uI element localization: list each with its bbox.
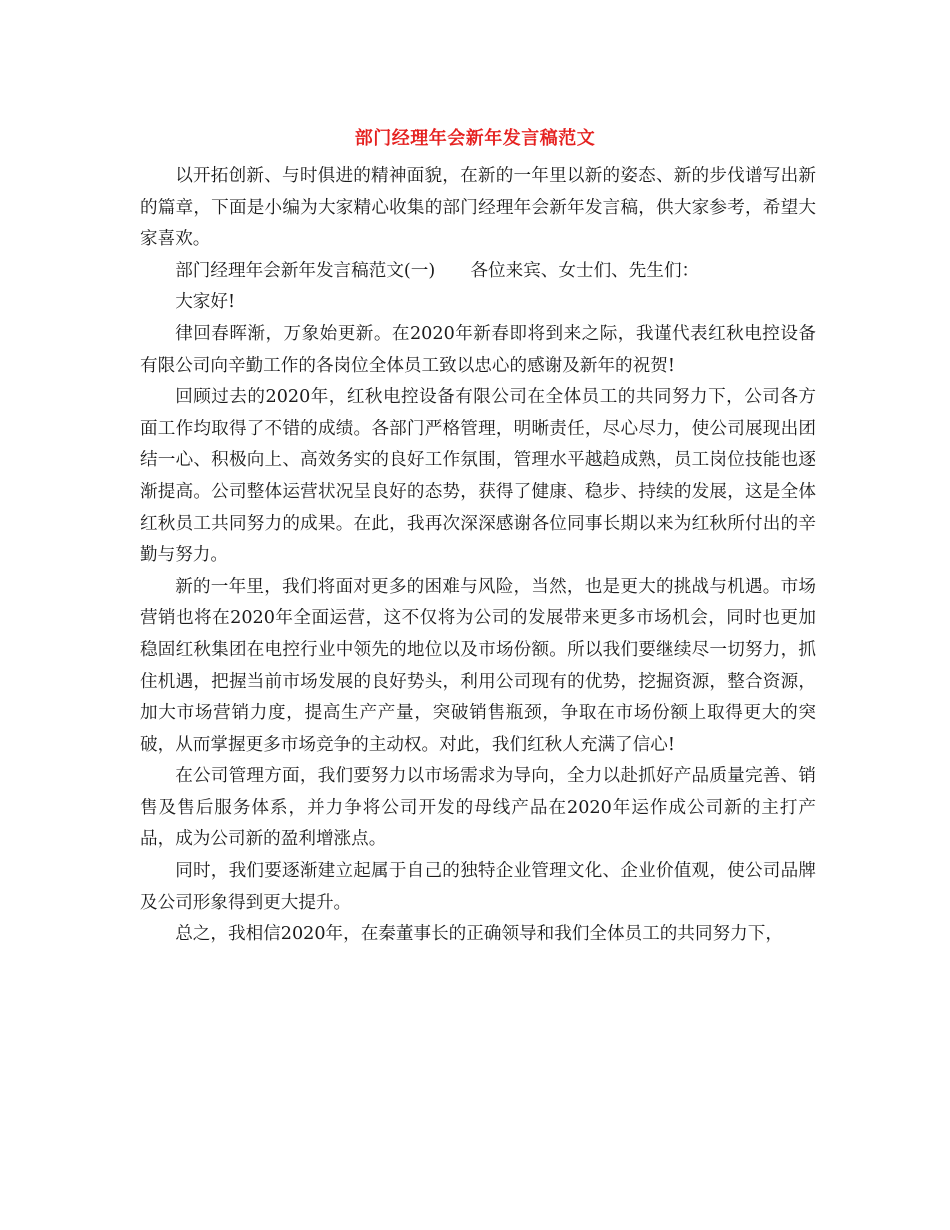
paragraph-section-heading: 部门经理年会新年发言稿范文(一) 各位来宾、女士们、先生们： bbox=[175, 260, 700, 281]
document-title: 部门经理年会新年发言稿范文 bbox=[354, 128, 596, 149]
paragraph-conclusion: 总之，我相信2020年，在秦董事长的正确领导和我们全体员工的共同努力下， bbox=[175, 924, 783, 945]
document-body bbox=[140, 161, 816, 951]
paragraph-intro: 以开拓创新、与时俱进的精神面貌，在新的一年里以新的姿态、新的步伐谱写出新的篇章，下面是小编为大家精心收集的部门经理年会新年发言稿，供大家参考，希望大家喜欢。 bbox=[140, 166, 816, 250]
paragraph-new-year: 律回春晖渐，万象始更新。在2020年新春即将到来之际，我谨代表红秋电控设备有限公司向辛勤工作的各岗位全体员工致以忠心的感谢及新年的祝贺! bbox=[140, 323, 816, 376]
paragraph-review: 回顾过去的2020年，红秋电控设备有限公司在全体员工的共同努力下，公司各方面工作均取得了不错的成绩。各部门严格管理，明晰责任，尽心尽力，使公司展现出团结一心、积极向上、高效务实的良好工作氛围，管理水平越趋成熟，员工岗位技能也逐渐提高。公司整体运营状况呈良好的态势，获得了健康、稳步、持续的发展，这是全体红秋员工共同努力的成果。在此，我再次深深感谢各位同事长期以来为红秋所付出的辛勤与努力。 bbox=[140, 387, 816, 566]
paragraph-outlook: 新的一年里，我们将面对更多的困难与风险，当然，也是更大的挑战与机遇。市场营销也将在2020年全面运营，这不仅将为公司的发展带来更多市场机会，同时也更加稳固红秋集团在电控行业中领先的地位以及市场份额。所以我们要继续尽一切努力，抓住机遇，把握当前市场发展的良好势头，利用公司现有的优势，挖掘资源，整合资源，加大市场营销力度，提高生产产量，突破销售瓶颈，争取在市场份额上取得更大的突破，从而掌握更多市场竞争的主动权。对此，我们红秋人充满了信心! bbox=[140, 576, 816, 755]
paragraph-culture: 同时，我们要逐渐建立起属于自己的独特企业管理文化、企业价值观，使公司品牌及公司形象得到更大提升。 bbox=[140, 861, 816, 913]
paragraph-management: 在公司管理方面，我们要努力以市场需求为导向，全力以赴抓好产品质量完善、销售及售后服务体系，并力争将公司开发的母线产品在2020年运作成公司新的主打产品，成为公司新的盈利增涨点。 bbox=[140, 766, 816, 850]
paragraph-greeting: 大家好! bbox=[175, 292, 236, 313]
